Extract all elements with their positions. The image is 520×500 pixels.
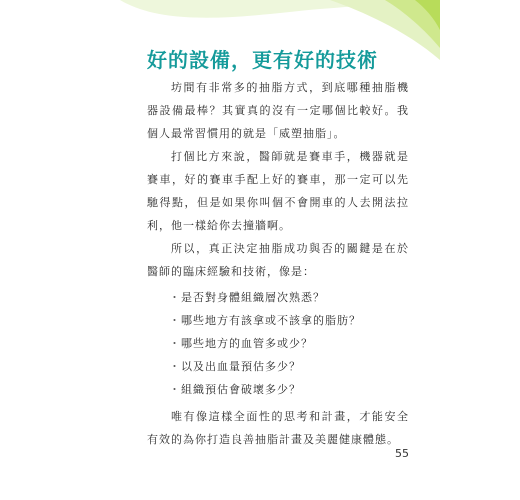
body-text	[147, 76, 409, 451]
list-item	[147, 286, 409, 309]
bullet-icon: ・	[169, 337, 181, 350]
paragraph-1: 坊間有非常多的抽脂方式，到底哪種抽脂機器設備最棒？其實真的沒有一定哪個比較好。我個人最常習慣用的就是「威塑抽脂」。	[147, 81, 409, 140]
bullet-icon: ・	[169, 314, 181, 327]
bullet-icon: ・	[169, 383, 181, 396]
bullet-list	[147, 286, 409, 401]
list-item-text: 哪些地方的血管多或少？	[181, 337, 313, 350]
bullet-icon: ・	[169, 360, 181, 373]
list-item	[147, 378, 409, 401]
bullet-icon: ・	[169, 291, 181, 304]
list-item-text: 哪些地方有該拿或不該拿的脂肪？	[181, 314, 361, 327]
list-item-text: 組織預估會破壞多少？	[181, 383, 301, 396]
section-title: 好的設備，更有好的技術	[147, 48, 378, 72]
list-item	[147, 309, 409, 332]
list-item-text: 以及出血量預估多少？	[181, 360, 301, 373]
paragraph-2: 打個比方來說，醫師就是賽車手，機器就是賽車，好的賽車手配上好的賽車，那一定可以先馳得點，但是如果你叫個不會開車的人去開法拉利，他一樣給你去撞牆啊。	[147, 150, 409, 232]
paragraph-3: 所以，真正決定抽脂成功與否的關鍵是在於醫師的臨床經驗和技術，像是：	[147, 242, 409, 278]
list-item	[147, 355, 409, 378]
list-item	[147, 332, 409, 355]
list-item-text: 是否對身體組織層次熟悉？	[181, 291, 325, 304]
page-number: 55	[395, 447, 409, 460]
closing-paragraph: 唯有像這樣全面性的思考和計畫，才能安全有效的為你打造良善抽脂計畫及美麗健康體態。	[147, 410, 409, 446]
